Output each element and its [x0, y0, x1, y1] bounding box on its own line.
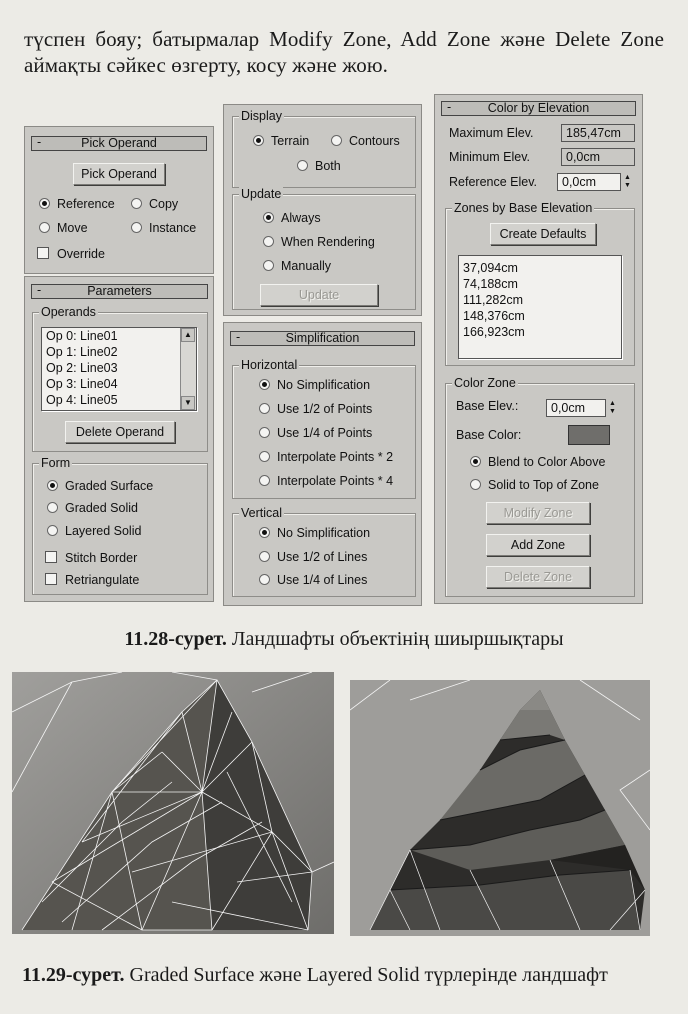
- caption-number: 11.29-сурет.: [22, 964, 125, 986]
- base-color-label: Base Color:: [456, 428, 522, 442]
- operands-label: Operands: [41, 305, 96, 319]
- radio-dot-icon: [263, 212, 274, 223]
- rollout-title: Parameters: [87, 284, 152, 298]
- checkbox-icon: [45, 573, 57, 585]
- pick-operand-button[interactable]: Pick Operand: [73, 163, 165, 185]
- operands-group: [32, 305, 208, 452]
- terrain-radio[interactable]: Terrain: [253, 133, 309, 149]
- min-elev-label: Minimum Elev.: [449, 150, 531, 164]
- radio-dot-icon: [259, 527, 270, 538]
- list-item[interactable]: 74,188cm: [463, 277, 518, 291]
- copy-radio[interactable]: Copy: [131, 196, 178, 212]
- radio-dot-icon: [131, 222, 142, 233]
- radio-dot-icon: [263, 260, 274, 271]
- base-elev-label: Base Elev.:: [456, 399, 519, 413]
- rollout-title: Simplification: [285, 331, 360, 345]
- rollout-title: Pick Operand: [81, 136, 157, 150]
- layered-terrain-image: [350, 680, 650, 936]
- radio-dot-icon: [39, 222, 50, 233]
- blend-to-color-radio[interactable]: Blend to Color Above: [470, 454, 605, 470]
- collapse-icon: -: [447, 100, 452, 114]
- radio-dot-icon: [131, 198, 142, 209]
- color-by-elevation-header[interactable]: [441, 101, 636, 116]
- retriangulate-checkbox[interactable]: Retriangulate: [45, 572, 139, 588]
- list-item[interactable]: 37,094cm: [463, 261, 518, 275]
- list-item[interactable]: Op 4: Line05: [46, 393, 118, 407]
- display-group: [232, 109, 416, 188]
- base-color-swatch[interactable]: [568, 425, 610, 445]
- min-elev-value: 0,0cm: [561, 148, 635, 166]
- radio-dot-icon: [259, 379, 270, 390]
- color-zone-group: [445, 376, 635, 597]
- collapse-icon: -: [37, 283, 42, 297]
- update-label: Update: [241, 187, 282, 201]
- h-half-points-radio[interactable]: Use 1/2 of Points: [259, 401, 372, 417]
- ref-elev-label: Reference Elev.: [449, 175, 538, 189]
- scroll-up-icon[interactable]: ▲: [181, 328, 195, 342]
- list-item[interactable]: 111,282cm: [463, 293, 523, 307]
- radio-dot-icon: [47, 525, 58, 536]
- pick-operand-rollout: [24, 126, 214, 274]
- operands-list[interactable]: [41, 327, 197, 411]
- base-elev-input[interactable]: [546, 399, 606, 417]
- ref-elev-value: 0,0cm: [562, 175, 597, 189]
- h-quarter-points-radio[interactable]: Use 1/4 of Points: [259, 425, 372, 441]
- list-item[interactable]: Op 0: Line01: [46, 329, 118, 343]
- radio-dot-icon: [47, 480, 58, 491]
- v-no-simplification-radio[interactable]: No Simplification: [259, 525, 370, 541]
- pick-operand-header[interactable]: [31, 136, 207, 151]
- radio-dot-icon: [259, 427, 270, 438]
- rollout-title: Color by Elevation: [487, 101, 590, 115]
- ref-elev-spinner-icon[interactable]: ▲ ▼: [624, 174, 631, 189]
- contours-radio[interactable]: Contours: [331, 133, 400, 149]
- ref-elev-input[interactable]: [557, 173, 621, 191]
- radio-dot-icon: [470, 479, 481, 490]
- simplification-rollout: [223, 322, 422, 606]
- list-item[interactable]: Op 1: Line02: [46, 345, 118, 359]
- list-scrollbar[interactable]: [180, 328, 196, 410]
- radio-dot-icon: [263, 236, 274, 247]
- manually-radio[interactable]: Manually: [263, 258, 331, 274]
- list-item[interactable]: Op 2: Line03: [46, 361, 118, 375]
- v-half-lines-radio[interactable]: Use 1/2 of Lines: [259, 549, 367, 565]
- delete-operand-button[interactable]: Delete Operand: [65, 421, 175, 443]
- update-button[interactable]: Update: [260, 284, 378, 306]
- stitch-border-checkbox[interactable]: Stitch Border: [45, 550, 137, 566]
- both-radio[interactable]: Both: [297, 158, 341, 174]
- radio-dot-icon: [47, 502, 58, 513]
- layered-solid-render: [350, 680, 650, 936]
- caption-text: Graded Surface және Layered Solid түрлерінде ландшафт: [124, 964, 608, 986]
- form-label: Form: [41, 456, 71, 470]
- list-item[interactable]: 148,376cm: [463, 309, 525, 323]
- vertical-label: Vertical: [241, 506, 282, 520]
- base-elev-spinner-icon[interactable]: ▲ ▼: [609, 400, 616, 415]
- vertical-group: [232, 506, 416, 597]
- radio-dot-icon: [259, 475, 270, 486]
- parameters-rollout: [24, 276, 214, 602]
- collapse-icon: -: [37, 135, 42, 149]
- list-item[interactable]: 166,923cm: [463, 325, 525, 339]
- form-group: [32, 456, 208, 595]
- checkbox-icon: [45, 551, 57, 563]
- radio-dot-icon: [259, 451, 270, 462]
- color-zone-label: Color Zone: [454, 376, 516, 390]
- horizontal-group: [232, 358, 416, 499]
- radio-dot-icon: [259, 403, 270, 414]
- figure-11-29-caption: [22, 964, 682, 987]
- radio-dot-icon: [297, 160, 308, 171]
- v-quarter-lines-radio[interactable]: Use 1/4 of Lines: [259, 572, 367, 588]
- caption-text: Ландшафты объектінің шиыршықтары: [226, 628, 564, 650]
- override-checkbox[interactable]: Override: [37, 246, 105, 262]
- radio-dot-icon: [39, 198, 50, 209]
- scroll-down-icon[interactable]: ▼: [181, 396, 195, 410]
- checkbox-icon: [37, 247, 49, 259]
- zones-group: [445, 201, 635, 366]
- color-by-elevation-rollout: [434, 94, 643, 604]
- max-elev-label: Maximum Elev.: [449, 126, 534, 140]
- instance-radio[interactable]: Instance: [131, 220, 196, 236]
- solid-to-top-radio[interactable]: Solid to Top of Zone: [470, 477, 599, 493]
- list-item[interactable]: Op 3: Line04: [46, 377, 118, 391]
- h-interpolate-4-radio[interactable]: Interpolate Points * 4: [259, 473, 393, 489]
- move-radio[interactable]: Move: [39, 220, 88, 236]
- add-zone-button[interactable]: Add Zone: [486, 534, 590, 556]
- modify-zone-button[interactable]: Modify Zone: [486, 502, 590, 524]
- base-elev-value: 0,0cm: [551, 401, 586, 415]
- body-paragraph: [24, 26, 664, 78]
- horizontal-label: Horizontal: [241, 358, 298, 372]
- zones-label: Zones by Base Elevation: [454, 201, 593, 215]
- when-rendering-radio[interactable]: When Rendering: [263, 234, 375, 250]
- radio-dot-icon: [331, 135, 342, 146]
- radio-dot-icon: [470, 456, 481, 467]
- simplification-header[interactable]: [230, 331, 415, 346]
- max-elev-value: 185,47cm: [561, 124, 635, 142]
- radio-dot-icon: [253, 135, 264, 146]
- paragraph-line-1: түспен бояу; батырмалар Modify Zone, Add Zone және Delete Zone: [24, 27, 664, 51]
- layered-solid-radio[interactable]: Layered Solid: [47, 523, 141, 539]
- graded-surface-render: [12, 672, 334, 934]
- radio-dot-icon: [259, 551, 270, 562]
- display-label: Display: [241, 109, 282, 123]
- update-group: [232, 187, 416, 310]
- h-interpolate-2-radio[interactable]: Interpolate Points * 2: [259, 449, 393, 465]
- graded-surface-radio[interactable]: Graded Surface: [47, 478, 153, 494]
- always-radio[interactable]: Always: [263, 210, 321, 226]
- paragraph-line-2: аймақты сәйкес өзгерту, косу және жою.: [24, 53, 389, 77]
- caption-number: 11.28-сурет.: [124, 628, 227, 650]
- display-rollout: [223, 104, 422, 316]
- graded-solid-radio[interactable]: Graded Solid: [47, 500, 138, 516]
- parameters-header[interactable]: [31, 284, 208, 299]
- collapse-icon: -: [236, 330, 241, 344]
- wireframe-terrain-image: [12, 672, 334, 934]
- create-defaults-button[interactable]: Create Defaults: [490, 223, 596, 245]
- radio-dot-icon: [259, 574, 270, 585]
- zones-list[interactable]: [458, 255, 622, 359]
- figure-11-28-caption: [0, 628, 688, 651]
- delete-zone-button[interactable]: Delete Zone: [486, 566, 590, 588]
- h-no-simplification-radio[interactable]: No Simplification: [259, 377, 370, 393]
- reference-radio[interactable]: Reference: [39, 196, 115, 212]
